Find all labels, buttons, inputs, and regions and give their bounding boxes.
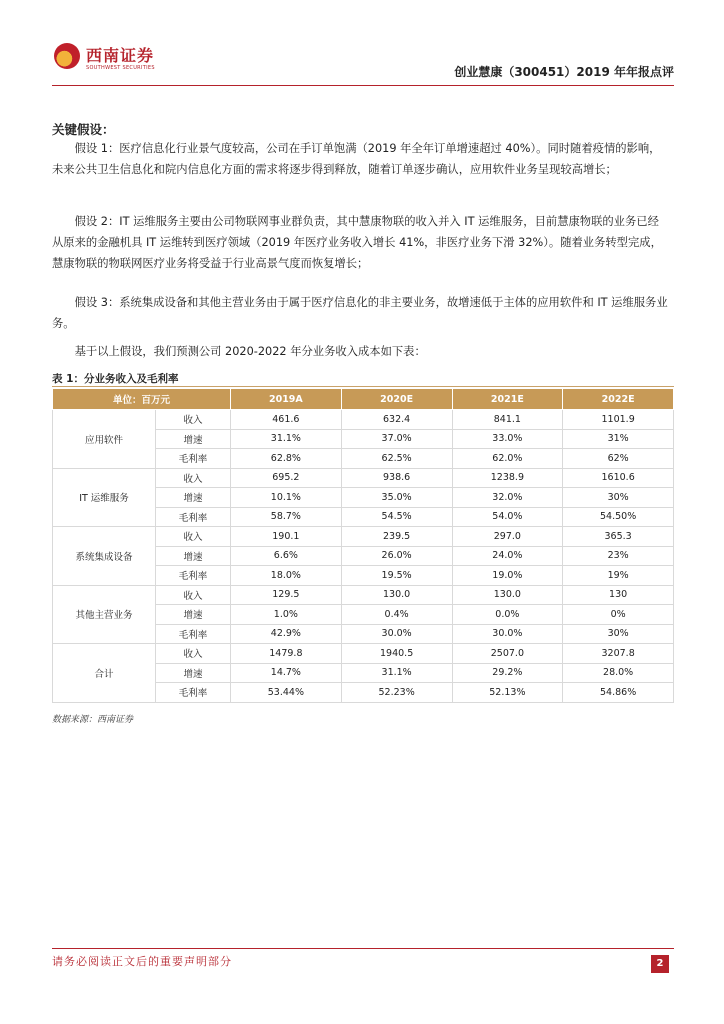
page-header: [52, 38, 674, 82]
table-body: [53, 410, 674, 703]
value-cell: 54.0%: [452, 507, 563, 527]
value-cell: 23%: [563, 546, 674, 566]
metric-cell: 收入: [156, 468, 231, 488]
value-cell: 30.0%: [452, 624, 563, 644]
value-cell: 0%: [563, 605, 674, 625]
value-cell: 24.0%: [452, 546, 563, 566]
value-cell: 62.5%: [341, 449, 452, 469]
value-cell: 1610.6: [563, 468, 674, 488]
value-cell: 1940.5: [341, 644, 452, 664]
metric-cell: 增速: [156, 663, 231, 683]
table-header-row: [53, 389, 674, 410]
category-cell: 系统集成设备: [53, 527, 156, 586]
value-cell: 52.23%: [341, 683, 452, 703]
year-header: 2022E: [563, 389, 674, 410]
forecast-intro-paragraph: 基于以上假设，我们预测公司 2020-2022 年分业务收入成本如下表：: [74, 345, 426, 358]
value-cell: 1101.9: [563, 410, 674, 430]
header-divider: [52, 85, 674, 86]
table-row: [53, 644, 674, 664]
metric-cell: 增速: [156, 488, 231, 508]
value-cell: 52.13%: [452, 683, 563, 703]
value-cell: 58.7%: [231, 507, 342, 527]
footer-divider: [52, 948, 674, 949]
metric-cell: 毛利率: [156, 507, 231, 527]
value-cell: 130.0: [452, 585, 563, 605]
value-cell: 297.0: [452, 527, 563, 547]
value-cell: 1.0%: [231, 605, 342, 625]
year-header: 2020E: [341, 389, 452, 410]
value-cell: 31.1%: [341, 663, 452, 683]
metric-cell: 增速: [156, 429, 231, 449]
metric-cell: 毛利率: [156, 683, 231, 703]
value-cell: 53.44%: [231, 683, 342, 703]
category-cell: 其他主营业务: [53, 585, 156, 644]
metric-cell: 毛利率: [156, 566, 231, 586]
value-cell: 632.4: [341, 410, 452, 430]
page-number: 2: [651, 955, 669, 973]
value-cell: 19%: [563, 566, 674, 586]
value-cell: 10.1%: [231, 488, 342, 508]
footer-disclaimer: 请务必阅读正文后的重要声明部分: [52, 955, 232, 968]
value-cell: 31.1%: [231, 429, 342, 449]
value-cell: 19.0%: [452, 566, 563, 586]
table-row: [53, 527, 674, 547]
value-cell: 62.0%: [452, 449, 563, 469]
value-cell: 1479.8: [231, 644, 342, 664]
assumption-paragraph-2: 假设 2：IT 运维服务主要由公司物联网事业群负责，其中慧康物联的收入并入 IT 运维服务，目前慧康物联的业务已经从原来的金融机具 IT 运维转到医疗领域（2019 年医疗业务收入增长 41%，非医疗业务下滑 32%）。随着业务转型完成，慧康物联的物联网医疗业务将受益于行业高景气度而恢复增长；: [52, 215, 662, 270]
value-cell: 3207.8: [563, 644, 674, 664]
value-cell: 14.7%: [231, 663, 342, 683]
data-source-note: 数据来源：西南证券: [52, 715, 134, 725]
value-cell: 54.86%: [563, 683, 674, 703]
logo-subtext: SOUTHWEST SECURITIES: [86, 65, 155, 71]
assumption-paragraph-1: 假设 1：医疗信息化行业景气度较高，公司在手订单饱满（2019 年全年订单增速超过 40%）。同时随着疫情的影响，未来公共卫生信息化和院内信息化方面的需求将逐步得到释放，随着订单逐步确认，应用软件业务呈现较高增长；: [52, 142, 661, 176]
value-cell: 938.6: [341, 468, 452, 488]
table-title-divider: [52, 386, 674, 387]
value-cell: 130.0: [341, 585, 452, 605]
value-cell: 0.4%: [341, 605, 452, 625]
value-cell: 42.9%: [231, 624, 342, 644]
value-cell: 26.0%: [341, 546, 452, 566]
value-cell: 129.5: [231, 585, 342, 605]
value-cell: 0.0%: [452, 605, 563, 625]
value-cell: 35.0%: [341, 488, 452, 508]
logo-emblem-icon: [54, 43, 80, 69]
metric-cell: 收入: [156, 527, 231, 547]
value-cell: 19.5%: [341, 566, 452, 586]
value-cell: 6.6%: [231, 546, 342, 566]
metric-cell: 毛利率: [156, 449, 231, 469]
metric-cell: 收入: [156, 585, 231, 605]
value-cell: 695.2: [231, 468, 342, 488]
value-cell: 190.1: [231, 527, 342, 547]
value-cell: 30%: [563, 488, 674, 508]
year-header: 2021E: [452, 389, 563, 410]
category-cell: 应用软件: [53, 410, 156, 469]
value-cell: 239.5: [341, 527, 452, 547]
value-cell: 130: [563, 585, 674, 605]
report-title: 创业慧康（300451）2019 年年报点评: [454, 65, 674, 79]
category-cell: IT 运维服务: [53, 468, 156, 527]
value-cell: 32.0%: [452, 488, 563, 508]
value-cell: 461.6: [231, 410, 342, 430]
company-logo: [52, 38, 202, 80]
value-cell: 62.8%: [231, 449, 342, 469]
value-cell: 54.5%: [341, 507, 452, 527]
table-row: [53, 468, 674, 488]
value-cell: 365.3: [563, 527, 674, 547]
metric-cell: 增速: [156, 605, 231, 625]
table-row: [53, 410, 674, 430]
table-title: 表 1：分业务收入及毛利率: [52, 373, 179, 385]
metric-cell: 收入: [156, 644, 231, 664]
value-cell: 54.50%: [563, 507, 674, 527]
value-cell: 33.0%: [452, 429, 563, 449]
section-title: 关键假设：: [52, 122, 115, 137]
metric-cell: 毛利率: [156, 624, 231, 644]
metric-cell: 收入: [156, 410, 231, 430]
year-header: 2019A: [231, 389, 342, 410]
value-cell: 18.0%: [231, 566, 342, 586]
value-cell: 37.0%: [341, 429, 452, 449]
logo-text: 西南证券: [86, 46, 155, 65]
value-cell: 29.2%: [452, 663, 563, 683]
value-cell: 28.0%: [563, 663, 674, 683]
revenue-margin-table: [52, 388, 674, 703]
value-cell: 62%: [563, 449, 674, 469]
category-cell: 合计: [53, 644, 156, 703]
unit-header: 单位：百万元: [53, 389, 231, 410]
value-cell: 1238.9: [452, 468, 563, 488]
value-cell: 30%: [563, 624, 674, 644]
assumption-paragraph-3: 假设 3：系统集成设备和其他主营业务由于属于医疗信息化的非主要业务，故增速低于主体的应用软件和 IT 运维服务业务。: [52, 296, 668, 330]
metric-cell: 增速: [156, 546, 231, 566]
table-row: [53, 585, 674, 605]
value-cell: 841.1: [452, 410, 563, 430]
value-cell: 30.0%: [341, 624, 452, 644]
value-cell: 2507.0: [452, 644, 563, 664]
value-cell: 31%: [563, 429, 674, 449]
